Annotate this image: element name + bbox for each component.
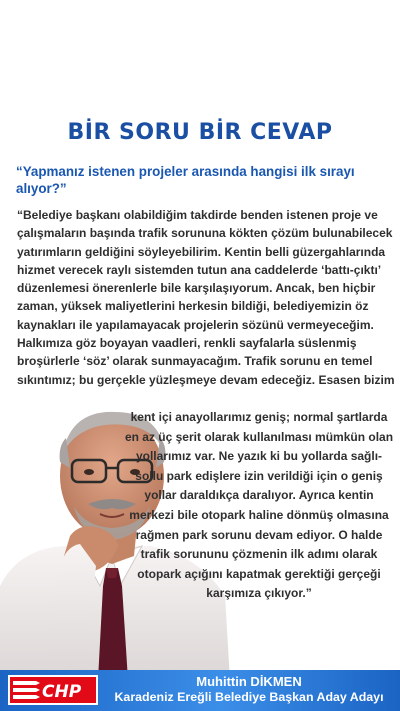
page-title: BİR SORU BİR CEVAP bbox=[67, 120, 333, 145]
answer-line: trafik sorununu çözmenin ilk adımı olarak bbox=[140, 547, 378, 562]
answer-line: hizmet verecek raylı sistemden tutun ana caddelerde ‘battı-çıktı’ bbox=[17, 262, 382, 277]
answer-line: otopark açığını kapatmak gerektiği gerçeği bbox=[137, 566, 381, 581]
answer-line: sıkıntımız; bu gerçekle yüzleşmeye devam edeceğiz. Esasen bizim bbox=[17, 372, 395, 387]
answer-line: broşürlerle ‘söz’ olarak sunmayacağım. Trafik sorunu en temel bbox=[17, 354, 373, 369]
answer-line: sollu park edişlere izin verildiği için o geniş bbox=[135, 468, 383, 483]
answer-line: kaynakları ile yapılamayacak projelerin sözünü vermeyeceğim. bbox=[17, 317, 374, 332]
candidate-role: Karadeniz Ereğli Belediye Başkan Aday Adayı bbox=[114, 690, 384, 704]
answer-line: yollar daraldıkça daralıyor. Ayrıca kentin bbox=[144, 488, 374, 503]
answer-line: kent içi anayollarımız geniş; normal şartlarda bbox=[130, 410, 388, 424]
chp-logo-text: CHP bbox=[42, 682, 82, 702]
six-arrows-icon bbox=[13, 681, 40, 699]
candidate-name: Muhittin DİKMEN bbox=[196, 674, 302, 689]
answer-line: düzenlemesi önerenlerle bile karşılaşıyorum. Ancak, ben hiçbir bbox=[17, 281, 376, 296]
answer-line: zaman, yüksek maliyetlerini herkesin bildiği, belediyemizin öz bbox=[17, 299, 369, 314]
answer-line: yatırımların geldiğini söyleyebilirim. Kentin belli güzergahlarında bbox=[17, 244, 386, 259]
answer-line: çalışmaların başında trafik sorununa kökten çözüm bulunabilecek bbox=[17, 226, 393, 241]
answer-line: Halkımıza göz boyayan vaadleri, renkli sayfalarla süslenmiş bbox=[17, 336, 357, 351]
answer-line: merkezi bile otopark haline dönmüş olmasına bbox=[129, 507, 389, 522]
answer-line: en az üç şerit olarak kullanılması mümkün olan bbox=[124, 429, 394, 444]
answer-paragraph-right bbox=[0, 408, 400, 604]
chp-logo bbox=[10, 677, 96, 703]
answer-line: “Belediye başkanı olabildiğim takdirde benden istenen proje ve bbox=[17, 208, 378, 222]
answer-paragraph-top bbox=[17, 206, 395, 389]
answer-line: karşımıza çıkıyor.” bbox=[206, 586, 312, 601]
answer-line: rağmen park sorunu devam ediyor. O halde bbox=[135, 527, 383, 542]
question-text: “Yapmanız istenen projeler arasında hangisi ilk sırayı alıyor?” bbox=[16, 164, 355, 196]
answer-line: yollarımız var. Ne yazık ki bu yollarda sağlı- bbox=[135, 449, 383, 464]
